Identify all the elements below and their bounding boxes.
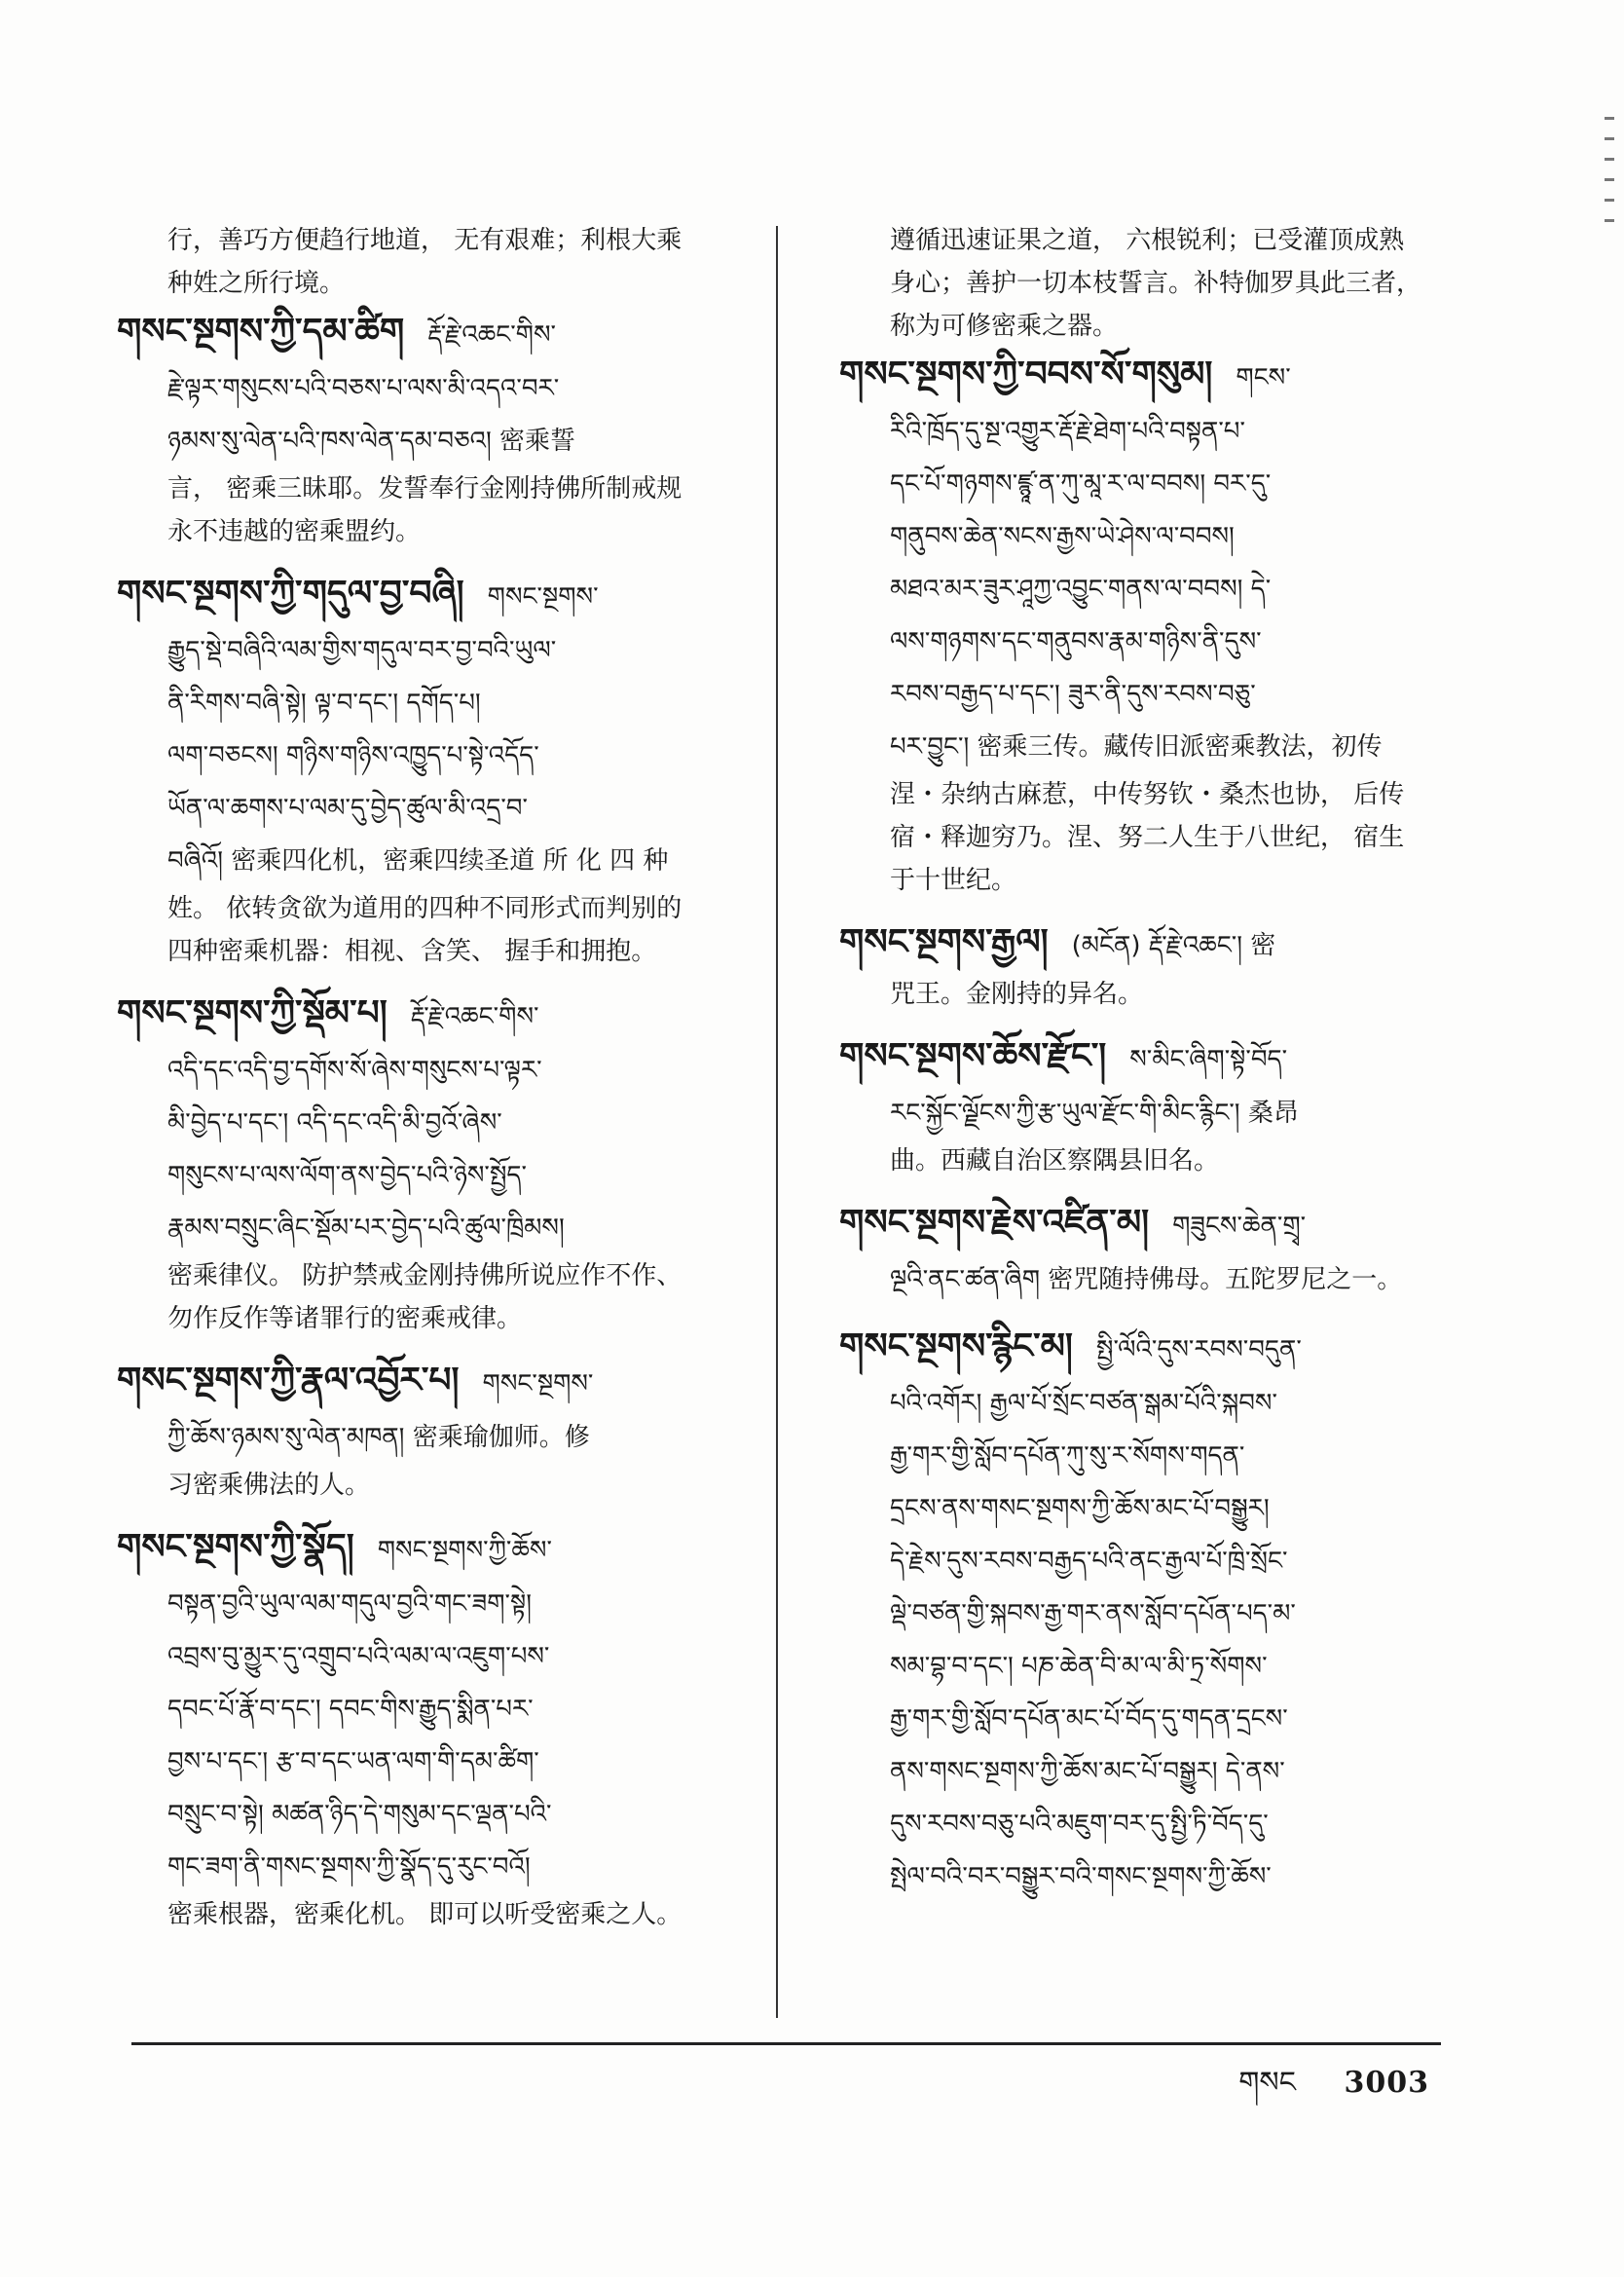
bottom-rule: [131, 2042, 1441, 2045]
chinese-definition: 于十世纪。: [890, 866, 1017, 895]
tibetan-definition-line: དང་པོ་གཉགས་ཛྙཱ་ན་ཀུ་མཱ་ར་ལ་བབས། བར་དུ་: [890, 469, 1272, 499]
headword: གསང་སྔགས་ཀྱི་གདུལ་བྱ་བཞི།: [117, 574, 464, 614]
dictionary-entry: [117, 567, 759, 973]
headword: གསང་སྔགས་ཆོས་རྫོང་།: [839, 1036, 1107, 1076]
gloss-start: གངས་: [1236, 363, 1291, 392]
tibetan-definition-line: ནི་རིགས་བཞི་སྟེ། ལྟ་བ་དང་། དགོད་པ།: [167, 689, 481, 718]
tibetan-definition-line: སམ་བྷ་བ་དང་། པཎ་ཆེན་བི་མ་ལ་མི་ཏྲ་སོགས་: [890, 1652, 1268, 1681]
right-column: [839, 219, 1462, 1917]
dictionary-entry: [117, 987, 759, 1340]
left-column: [117, 219, 759, 1950]
headword: གསང་སྔགས་རྙིང་མ།: [839, 1326, 1073, 1366]
tibetan-definition-line: མི་བྱེད་པ་དང་། འདི་དང་འདི་མི་བྱའོ་ཞེས་: [167, 1108, 502, 1138]
chinese-definition-inline: 密乘瑜伽师。修: [412, 1423, 590, 1452]
chinese-definition: 密乘根器，密乘化机。 即可以听受密乘之人。: [167, 1900, 683, 1929]
chinese-definition: 曲。西藏自治区察隅县旧名。: [890, 1146, 1220, 1176]
dictionary-entry: [839, 1029, 1462, 1182]
gloss-start: གསང་སྔགས་: [487, 582, 599, 612]
dictionary-entry: [117, 1354, 759, 1507]
chinese-definition-inline: 桑昂: [1247, 1099, 1299, 1128]
tibetan-definition-line: རྒྱ་གར་གྱི་སློབ་དཔོན་ཀུ་སུ་ར་སོགས་གདན་: [890, 1441, 1245, 1471]
chinese-definition: 姓。 依转贪欲为道用的四种不同形式而判别的: [167, 894, 683, 923]
headword: གསང་སྔགས་ཀྱི་སྡོམ་པ།: [117, 993, 388, 1033]
continuation-line: 身心；善护一切本枝誓言。补特伽罗具此三者，: [890, 269, 1422, 298]
tibetan-definition-line: དུས་རབས་བཅུ་པའི་མཇུག་བར་དུ་སྤྱི་ཏི་བོད་དུ་: [890, 1810, 1269, 1839]
headword-line: [839, 915, 1462, 973]
tibetan-definition-line: རྒྱ་གར་གྱི་སློབ་དཔོན་མང་པོ་བོད་དུ་གདན་དྲངས་: [890, 1704, 1288, 1734]
headword-line: [117, 1520, 759, 1578]
tibetan-definition-line: [117, 1411, 759, 1464]
chinese-definition-inline: 密乘四化机，密乘四续圣道 所 化 四 种: [231, 846, 669, 876]
headword-line: [839, 348, 1462, 405]
running-head: གསང: [1238, 2066, 1296, 2100]
headword-line: [839, 1029, 1462, 1087]
tibetan-definition-line: གང་ཟག་ནི་གསང་སྔགས་ཀྱི་སྣོད་དུ་རུང་བའོ།: [167, 1852, 531, 1882]
tibetan-definition-line: སྤེལ་བའི་བར་བསྒྱུར་བའི་གསང་སྔགས་ཀྱི་ཆོས་: [890, 1862, 1272, 1891]
dictionary-entry: [839, 1196, 1462, 1306]
tibetan-definition-line: བསྟན་བྱའི་ཡུལ་ལམ་གདུལ་བྱའི་གང་ཟག་སྟེ།: [167, 1589, 532, 1619]
tibetan-definition-line: ལག་བཅངས། གཉིས་གཉིས་འཁྱུད་པ་སྟེ་འདོད་: [167, 741, 539, 770]
headword-line: [839, 1196, 1462, 1253]
column-divider: [776, 226, 778, 2018]
continuation-text: [117, 219, 759, 305]
chinese-definition: 涅・杂纳古麻惹，中传努钦・桑杰也协， 后传: [890, 780, 1405, 809]
dictionary-entry: [839, 1320, 1462, 1903]
chinese-definition-inline: 密咒随持佛母。五陀罗尼之一。: [1048, 1265, 1403, 1294]
gloss-start: ས་མིང་ཞིག་སྟེ་བོད་: [1129, 1045, 1288, 1074]
chinese-definition: 习密乘佛法的人。: [167, 1471, 371, 1500]
chinese-definition: 勿作反作等诸罪行的密乘戒律。: [167, 1304, 523, 1333]
headword: གསང་སྔགས་རྒྱལ།: [839, 922, 1049, 962]
chinese-definition: 永不违越的密乘盟约。: [167, 517, 422, 546]
tibetan-definition-line: ནས་གསང་སྔགས་ཀྱི་ཆོས་མང་པོ་བསྒྱུར། དེ་ནས་: [890, 1757, 1285, 1786]
chinese-definition: 四种密乘机器：相视、含笑、 握手和拥抱。: [167, 937, 657, 966]
tibetan-definition-line: [117, 835, 759, 887]
tibetan-definition-line: [839, 721, 1462, 773]
headword-line: [117, 567, 759, 624]
continuation-line: 行，善巧方便趋行地道， 无有艰难；利根大乘: [167, 226, 683, 255]
dictionary-entry: [117, 305, 759, 553]
chinese-definition: 言， 密乘三昧耶。发誓奉行金刚持佛所制戒规: [167, 474, 683, 504]
headword: གསང་སྔགས་ཀྱི་རྣལ་འབྱོར་པ།: [117, 1361, 460, 1400]
dictionary-entry: [839, 915, 1462, 1016]
tibetan-text: ཀྱི་ཆོས་ཉམས་སུ་ལེན་མཁན།: [167, 1423, 405, 1452]
tibetan-definition-line: འབྲས་བུ་མྱུར་དུ་འགྲུབ་པའི་ལམ་ལ་འཇུག་པས་: [167, 1642, 550, 1671]
headword: གསང་སྔགས་རྗེས་འཛིན་མ།: [839, 1203, 1150, 1243]
tibetan-definition-line: གསུངས་པ་ལས་ལོག་ནས་བྱེད་པའི་ཉེས་སྤྱོད་: [167, 1161, 527, 1190]
tibetan-definition-line: ལྡེ་བཙན་གྱི་སྐབས་རྒྱ་གར་ནས་སློབ་དཔོན་པད་མ་: [890, 1599, 1296, 1628]
continuation-line: 称为可修密乘之器。: [890, 312, 1119, 341]
tibetan-definition-line: རྒྱུད་སྡེ་བཞིའི་ལམ་གྱིས་གདུལ་བར་བྱ་བའི་ཡུལ་: [167, 636, 557, 665]
gloss-start: རྡོ་རྗེ་འཆང་གིས་: [410, 1002, 539, 1031]
tibetan-definition-line: དབང་པོ་རྣོ་བ་དང་། དབང་གིས་རྒྱུད་སྨིན་པར་: [167, 1695, 534, 1724]
tibetan-definition-line: བསྲུང་བ་སྟེ། མཚན་ཉིད་དེ་གསུམ་དང་ལྡན་པའི་: [167, 1800, 552, 1829]
headword: གསང་སྔགས་ཀྱི་དམ་ཚིག: [117, 312, 405, 352]
tibetan-definition-line: མཐའ་མར་ཟུར་ཤཱཀྱ་འབྱུང་གནས་ལ་བབས། དེ་: [890, 575, 1272, 604]
tibetan-text: ལྔའི་ནང་ཚན་ཞིག: [890, 1265, 1040, 1294]
headword: གསང་སྔགས་ཀྱི་སྣོད།: [117, 1527, 354, 1567]
tibetan-definition-line: [839, 1253, 1462, 1306]
tibetan-definition-line: རྗེ་ལྟར་གསུངས་པའི་བཅས་པ་ལས་མི་འདའ་བར་: [167, 374, 560, 403]
tibetan-text: རང་སྐྱོང་ལྗོངས་ཀྱི་རྩ་ཡུལ་རྫོང་གི་མིང་རྙིང་།: [890, 1099, 1240, 1128]
continuation-text: [839, 219, 1462, 348]
tibetan-definition-line: [839, 1087, 1462, 1139]
gloss-start: རྡོ་རྗེ་འཆང་གིས་: [427, 320, 556, 350]
tibetan-definition-line: འདི་དང་འདི་བྱ་དགོས་སོ་ཞེས་གསུངས་པ་ལྟར་: [167, 1056, 542, 1085]
tibetan-definition-line: དེ་རྗེས་དུས་རབས་བརྒྱད་པའི་ནང་རྒྱལ་པོ་ཁྲི་སྲོང་: [890, 1547, 1288, 1576]
tibetan-text: བཞིའོ།: [167, 846, 224, 876]
tibetan-definition-line: ལས་གཉགས་དང་གནུབས་རྣམ་གཉིས་ནི་དུས་: [890, 627, 1262, 656]
chinese-definition-inline: 密乘三传。藏传旧派密乘教法，初传: [977, 732, 1383, 762]
dictionary-entry: [117, 1520, 759, 1936]
page-footer: [1238, 2050, 1429, 2132]
tibetan-definition-line: རྣམས་བསྲུང་ཞིང་སྡོམ་པར་བྱེད་པའི་ཚུལ་ཁྲིམས།: [167, 1213, 565, 1243]
tibetan-definition-line: རབས་བརྒྱད་པ་དང་། ཟུར་ནི་དུས་རབས་བཅུ་: [890, 680, 1256, 709]
continuation-line: 种姓之所行境。: [167, 269, 346, 298]
chinese-definition-inline: 密乘誓: [499, 427, 576, 456]
tibetan-definition-line: བྱས་པ་དང་། རྩ་བ་དང་ཡན་ལག་གི་དམ་ཚིག་: [167, 1747, 539, 1776]
headword-line: [117, 987, 759, 1044]
tibetan-definition-line: པའི་འགོར། རྒྱལ་པོ་སྲོང་བཙན་སྒམ་པོའི་སྐབས་: [890, 1389, 1277, 1418]
chinese-definition: 宿・释迦穷乃。涅、努二人生于八世纪， 宿生: [890, 823, 1405, 852]
page-number: 3003: [1344, 2066, 1429, 2100]
chinese-definition: 咒王。金刚持的异名。: [890, 980, 1144, 1009]
tibetan-definition-line: ཡོན་ལ་ཆགས་པ་ལམ་དུ་བྱེད་ཚུལ་མི་འདྲ་བ་: [167, 794, 528, 823]
tibetan-definition-line: གནུབས་ཆེན་སངས་རྒྱས་ཡེ་ཤེས་ལ་བབས།: [890, 522, 1235, 551]
gloss-start: སྤྱི་ལོའི་དུས་རབས་བདུན་: [1095, 1335, 1302, 1364]
tibetan-text: པར་བྱུང་།: [890, 732, 970, 762]
tibetan-definition-line: དྲངས་ནས་གསང་སྔགས་ཀྱི་ཆོས་མང་པོ་བསྒྱུར།: [890, 1494, 1270, 1523]
headword-line: [117, 305, 759, 362]
headword-line: [839, 1320, 1462, 1377]
tibetan-text: ཉམས་སུ་ལེན་པའི་ཁས་ལེན་དམ་བཅའ།: [167, 427, 492, 456]
headword: གསང་སྔགས་ཀྱི་བབས་སོ་གསུམ།: [839, 355, 1213, 394]
chinese-definition: 密乘律仪。 防护禁戒金刚持佛所说应作不作、: [167, 1261, 683, 1290]
gloss-start: གསང་སྔགས་ཀྱི་ཆོས་: [377, 1536, 552, 1565]
dictionary-entry: [839, 348, 1462, 902]
gloss-start: (མངོན) རྡོ་རྗེ་འཆང་། 密: [1071, 931, 1276, 960]
gloss-start: གཟུངས་ཆེན་གྲྭ་: [1172, 1212, 1307, 1241]
continuation-line: 遵循迅速证果之道， 六根锐利；已受灌顶成熟: [890, 226, 1405, 255]
tibetan-definition-line: [117, 415, 759, 467]
tibetan-definition-line: རིའི་ཁྲོད་དུ་སྔ་འགྱུར་རྡོ་རྗེ་ཐེག་པའི་བསྟན་པ་: [890, 417, 1245, 446]
headword-line: [117, 1354, 759, 1411]
gloss-start: གསང་སྔགས་: [482, 1369, 594, 1399]
scan-margin-marks: [1605, 117, 1618, 526]
